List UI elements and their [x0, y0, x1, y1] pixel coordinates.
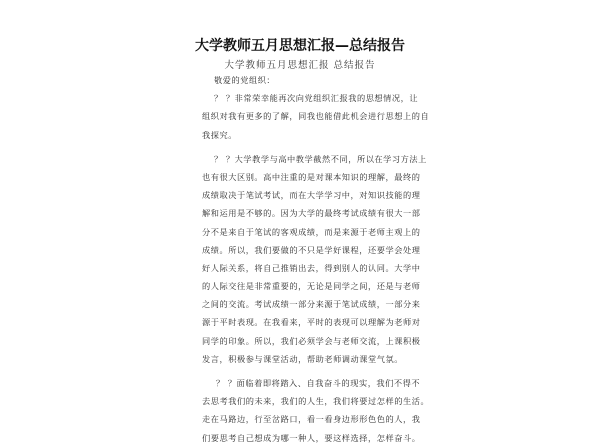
paragraph-2-line: 分不是来自于笔试的客观成绩，而是来源于老师主观上的 [202, 226, 421, 237]
paragraph-2-line: 源于平时表现。在我看来，平时的表现可以理解为老师对 [202, 317, 421, 328]
document-title: 大学教师五月思想汇报—总结报告 [195, 38, 405, 54]
paragraph-2-line: 也有很大区别。高中注重的是对课本知识的理解，最终的 [202, 171, 421, 182]
document-body [202, 71, 430, 447]
document-subtitle: 大学教师五月思想汇报 总结报告 [224, 60, 376, 71]
paragraph-1-line: 组织对我有更多的了解，同我也能借此机会进行思想上的自 [202, 111, 430, 122]
paragraph-2-line: 的人际交往是非常重要的，无论是同学之间，还是与老师 [202, 281, 421, 292]
paragraph-1-line: 我探究。 [202, 129, 237, 140]
paragraph-2-line: 同学的印象。所以，我们必须学会与老师交流，上课积极 [202, 335, 421, 346]
paragraph-2-line: 好人际关系，将自己推销出去，得到别人的认同。大学中 [202, 262, 421, 273]
paragraph-2-line: 成绩。所以，我们要做的不只是学好课程，还要学会处理 [202, 244, 421, 255]
paragraph-1-line: ？ ？非常荣幸能再次向党组织汇报我的思想情况，让 [214, 93, 419, 104]
salutation: 敬爱的党组织： [214, 75, 276, 85]
paragraph-3-line: ？ ？面临着即将踏入、自我奋斗的现实，我们不得不 [216, 378, 421, 388]
paragraph-3-line: 走在马路边，行至岔路口，看一看身边形形色色的人，我 [202, 414, 421, 425]
paragraph-3-line: 们要思考自己想成为哪一种人，要这样选择，怎样奋斗。 [202, 432, 421, 443]
paragraph-2-line: 发言，积极参与课堂活动，帮助老师调动课堂气氛。 [202, 353, 403, 364]
paragraph-2-line: 之间的交流。考试成绩一部分来源于笔试成绩，一部分来 [202, 299, 421, 310]
paragraph-3-line: 去思考我们的未来，我们的人生，我们将要过怎样的生活。 [202, 396, 430, 407]
paragraph-2-line: 解和运用是不够的。因为大学的最终考试成绩有很大一部 [202, 208, 421, 219]
paragraph-2-line: 成绩取决于笔试考试，而在大学学习中，对知识技能的理 [202, 190, 421, 201]
paragraph-2-line: ？ ？大学教学与高中教学截然不同，所以在学习方法上 [214, 153, 427, 164]
